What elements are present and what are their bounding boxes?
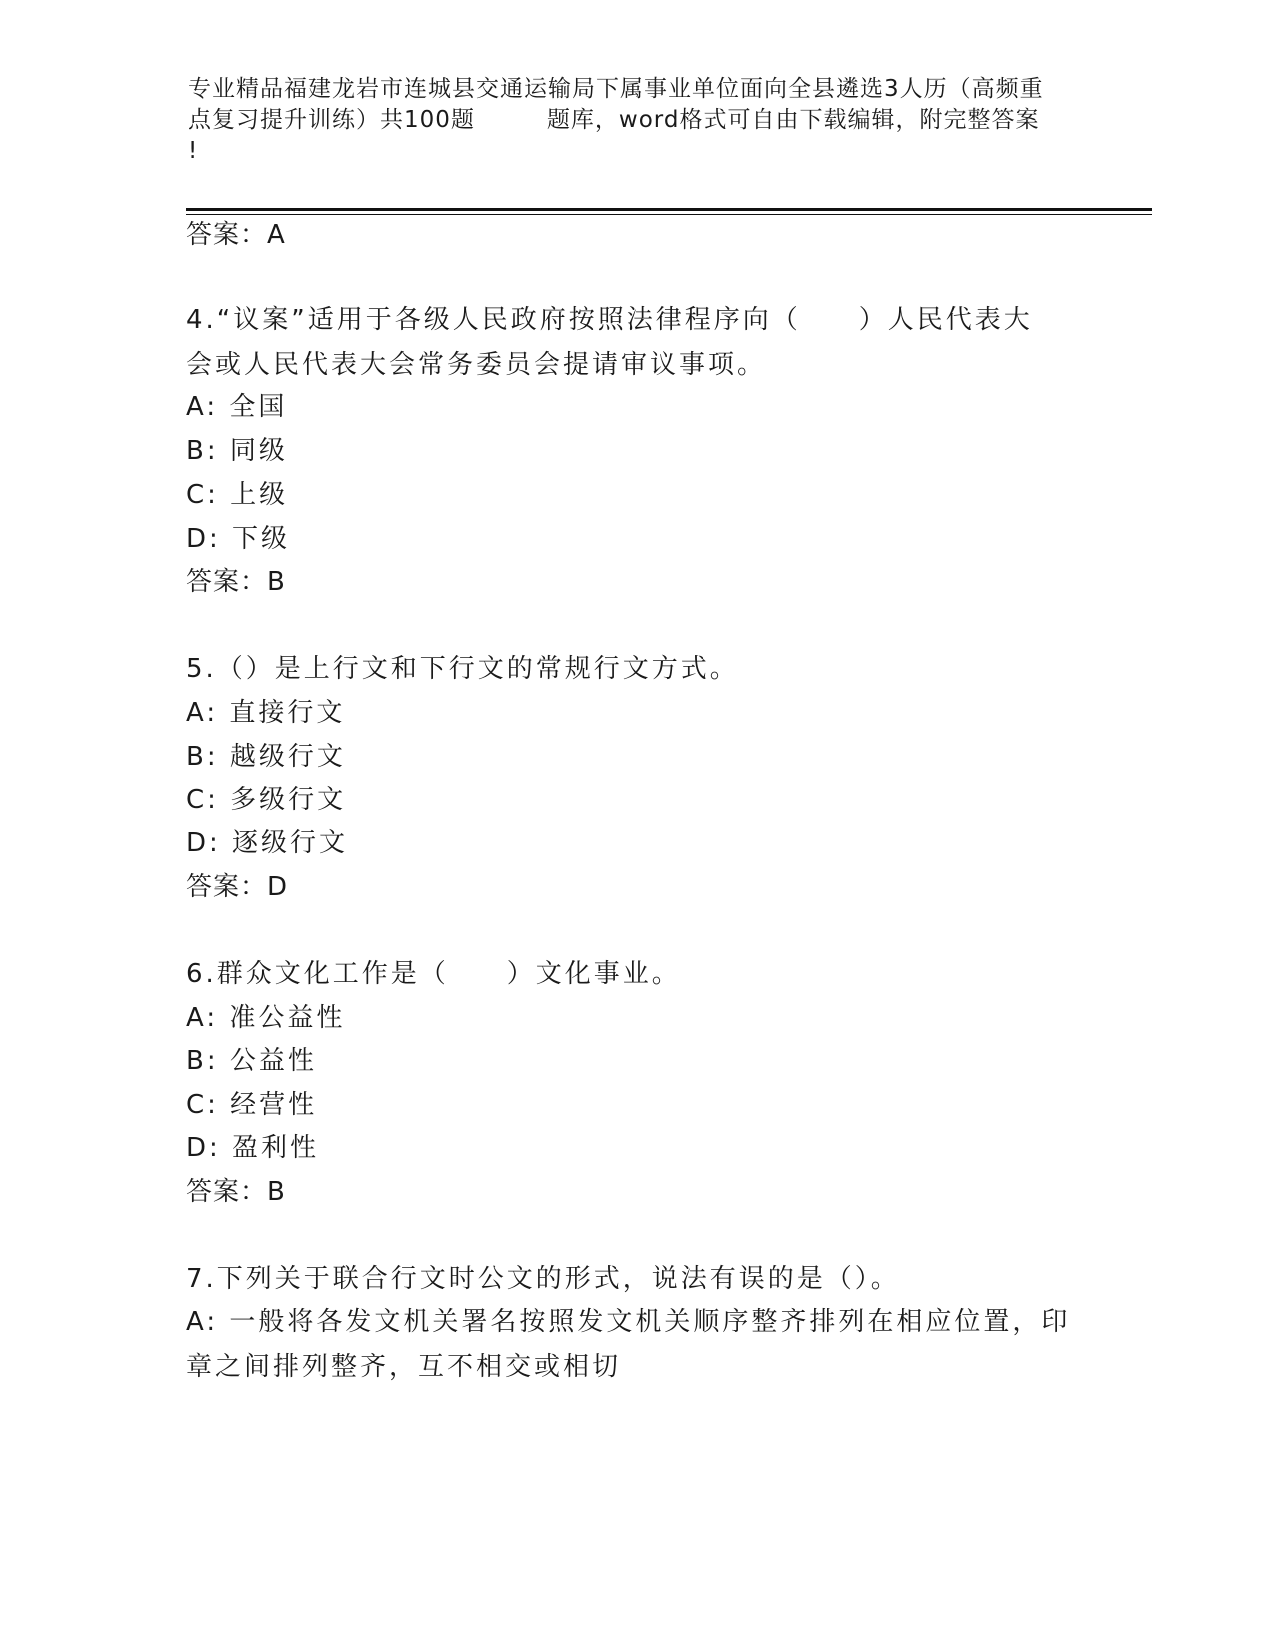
question-7-option-a bbox=[186, 1300, 1086, 1390]
question-5-option-c: C: 多级行文 bbox=[186, 785, 347, 815]
question-4-option-c: C: 上级 bbox=[186, 480, 289, 510]
question-6-option-a: A: 准公益性 bbox=[186, 1003, 346, 1033]
header-line-2a: 点复习提升训练）共100题 bbox=[188, 107, 475, 133]
question-6-option-c: C: 经营性 bbox=[186, 1090, 318, 1120]
question-5-option-d: D: 逐级行文 bbox=[186, 828, 349, 858]
question-7-option-a-line-2: 章之间排列整齐，互不相交或相切 bbox=[186, 1352, 622, 1382]
question-4 bbox=[186, 298, 1086, 388]
question-7-stem: 7.下列关于联合行文时公文的形式，说法有误的是（）。 bbox=[186, 1264, 900, 1294]
question-5-option-b: B: 越级行文 bbox=[186, 742, 346, 772]
question-5-option-a: A: 直接行文 bbox=[186, 698, 346, 728]
question-6-answer: 答案：B bbox=[186, 1177, 286, 1207]
previous-answer: 答案：A bbox=[186, 220, 286, 250]
question-6-stem: 6.群众文化工作是（ ）文化事业。 bbox=[186, 959, 681, 989]
document-header bbox=[188, 74, 1088, 167]
header-line-2b: 题库，word格式可自由下载编辑，附完整答案 bbox=[546, 107, 1040, 133]
question-4-option-b: B: 同级 bbox=[186, 436, 288, 466]
question-4-line-2: 会或人民代表大会常务委员会提请审议事项。 bbox=[186, 350, 767, 380]
question-5-answer: 答案：D bbox=[186, 872, 289, 902]
question-4-option-a: A: 全国 bbox=[186, 392, 288, 422]
question-6-option-d: D: 盈利性 bbox=[186, 1133, 320, 1163]
header-line-3: ! bbox=[188, 138, 199, 164]
question-4-answer: 答案：B bbox=[186, 567, 286, 597]
question-5-stem: 5.（）是上行文和下行文的常规行文方式。 bbox=[186, 654, 739, 684]
header-divider-thin bbox=[186, 214, 1152, 215]
question-4-option-d: D: 下级 bbox=[186, 524, 291, 554]
header-line-2 bbox=[188, 105, 1088, 136]
header-line-1: 专业精品福建龙岩市连城县交通运输局下属事业单位面向全县遴选3人历（高频重 bbox=[188, 76, 1044, 102]
header-divider-thick bbox=[186, 208, 1152, 211]
question-4-line-1: 4.“议案”适用于各级人民政府按照法律程序向（ ）人民代表大 bbox=[186, 305, 1033, 335]
question-6-option-b: B: 公益性 bbox=[186, 1046, 317, 1076]
question-7-option-a-line-1: A: 一般将各发文机关署名按照发文机关顺序整齐排列在相应位置，印 bbox=[186, 1307, 1071, 1337]
